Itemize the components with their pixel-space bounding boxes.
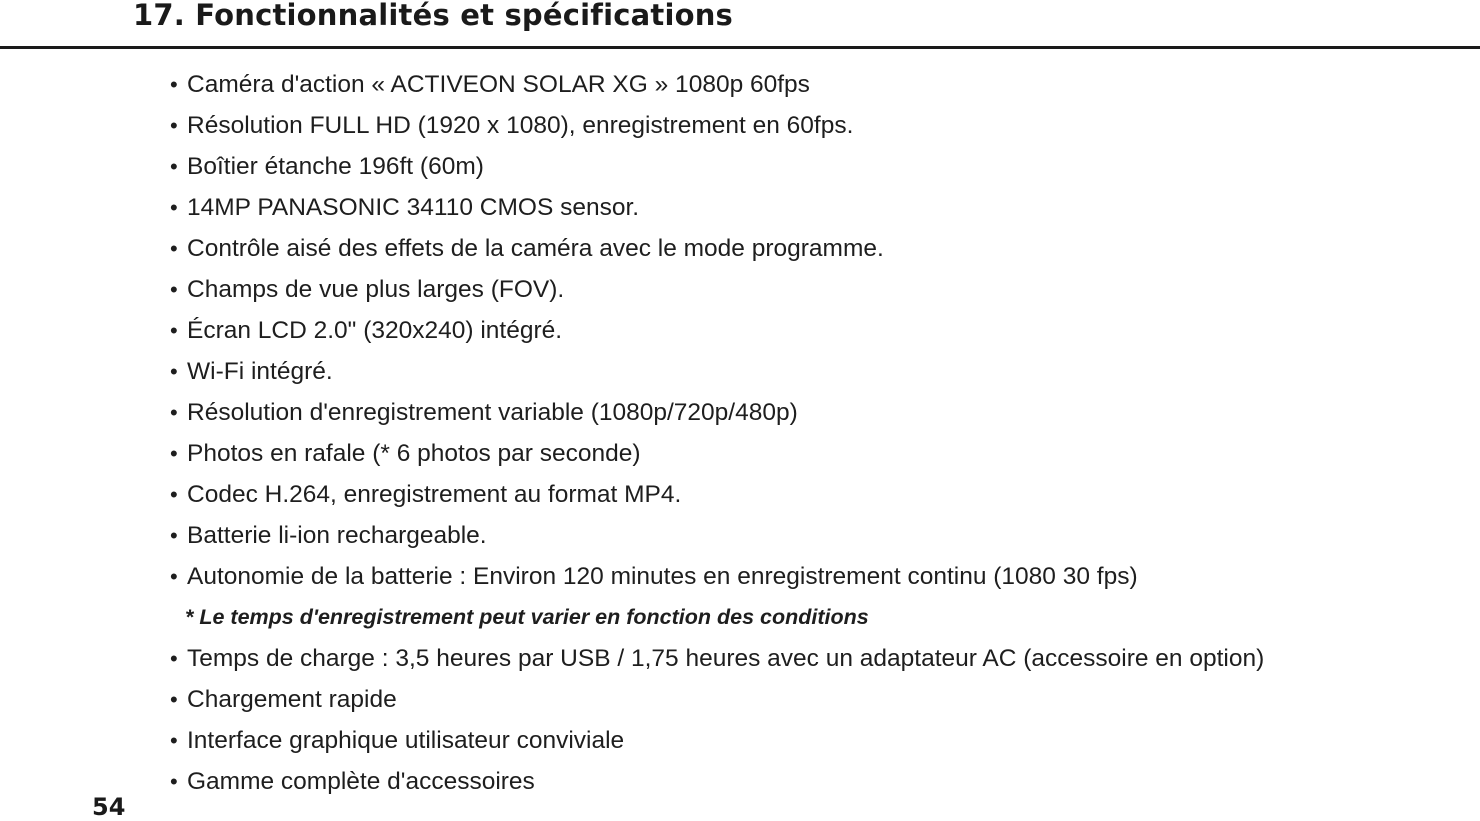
spec-item — [170, 515, 1264, 556]
spec-item — [170, 679, 1264, 720]
spec-item — [170, 310, 1264, 351]
spec-item — [170, 105, 1264, 146]
spec-item — [170, 392, 1264, 433]
spec-item-text: 14MP PANASONIC 34110 CMOS sensor. — [187, 194, 640, 221]
spec-footnote: * Le temps d'enregistrement peut varier en fonction des conditions — [185, 605, 869, 629]
bullet-icon: • — [170, 441, 178, 466]
bullet-icon: • — [170, 359, 178, 384]
spec-item-text: Écran LCD 2.0" (320x240) intégré. — [187, 317, 563, 344]
bullet-icon: • — [170, 72, 178, 97]
spec-item-text: Contrôle aisé des effets de la caméra avec le mode programme. — [187, 235, 884, 262]
spec-item-text: Photos en rafale (* 6 photos par seconde) — [187, 440, 641, 467]
spec-item-text: Batterie li-ion rechargeable. — [187, 522, 487, 549]
spec-item-text: Temps de charge : 3,5 heures par USB / 1,75 heures avec un adaptateur AC (accessoire en option) — [187, 645, 1265, 672]
bullet-icon: • — [170, 523, 178, 548]
bullet-icon: • — [170, 564, 178, 589]
spec-item — [170, 761, 1264, 802]
spec-item-text: Caméra d'action « ACTIVEON SOLAR XG » 1080p 60fps — [187, 71, 810, 98]
bullet-icon: • — [170, 154, 178, 179]
spec-item-text: Chargement rapide — [187, 686, 397, 713]
bullet-icon: • — [170, 277, 178, 302]
bullet-icon: • — [170, 236, 178, 261]
spec-item-text: Wi-Fi intégré. — [187, 358, 333, 385]
spec-item-text: Gamme complète d'accessoires — [187, 768, 535, 795]
spec-item — [170, 474, 1264, 515]
bullet-icon: • — [170, 400, 178, 425]
page-number: 54 — [92, 793, 126, 821]
bullet-icon: • — [170, 113, 178, 138]
spec-item-text: Codec H.264, enregistrement au format MP4. — [187, 481, 682, 508]
bullet-icon: • — [170, 195, 178, 220]
spec-item — [170, 228, 1264, 269]
spec-item — [170, 433, 1264, 474]
bullet-icon: • — [170, 482, 178, 507]
spec-item — [170, 64, 1264, 105]
bullet-icon: • — [170, 687, 178, 712]
title-divider — [0, 46, 1480, 49]
spec-item-text: Boîtier étanche 196ft (60m) — [187, 153, 484, 180]
spec-item-text: Résolution d'enregistrement variable (1080p/720p/480p) — [187, 399, 798, 426]
spec-item — [170, 351, 1264, 392]
spec-item — [170, 269, 1264, 310]
specification-list — [170, 64, 1264, 802]
bullet-icon: • — [170, 318, 178, 343]
spec-item — [170, 720, 1264, 761]
page-title: 17. Fonctionnalités et spécifications — [133, 0, 734, 32]
spec-item-text: Résolution FULL HD (1920 x 1080), enregistrement en 60fps. — [187, 112, 854, 139]
spec-item-text: Interface graphique utilisateur conviviale — [187, 727, 625, 754]
spec-item-text: Champs de vue plus larges (FOV). — [187, 276, 565, 303]
spec-item — [170, 556, 1264, 597]
bullet-icon: • — [170, 728, 178, 753]
bullet-icon: • — [170, 646, 178, 671]
spec-item — [170, 146, 1264, 187]
bullet-icon: • — [170, 769, 178, 794]
spec-item — [170, 187, 1264, 228]
spec-item — [170, 638, 1264, 679]
spec-item-text: Autonomie de la batterie : Environ 120 minutes en enregistrement continu (1080 30 fps) — [187, 563, 1138, 590]
